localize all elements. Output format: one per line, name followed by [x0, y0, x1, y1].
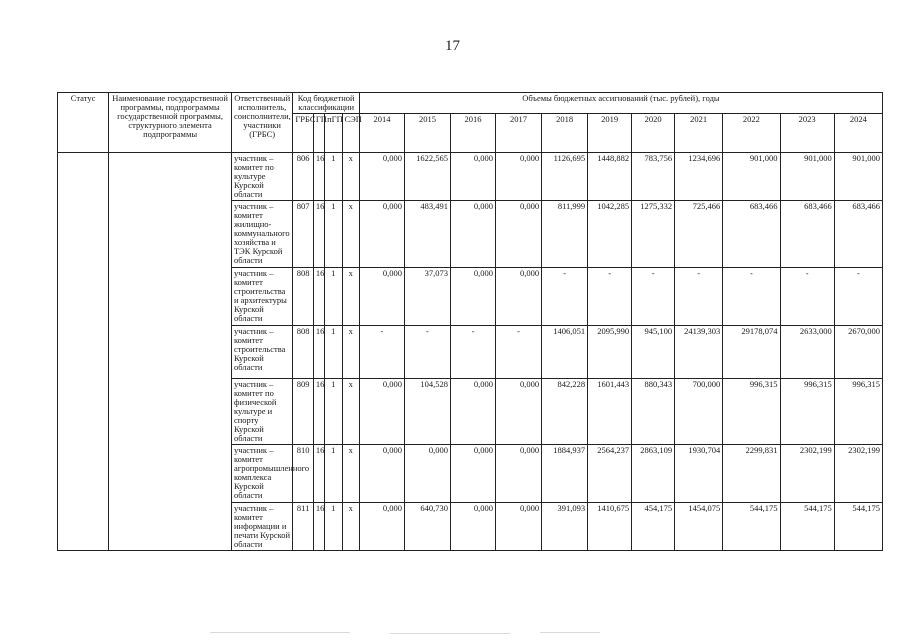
code-cell: 1	[325, 503, 342, 551]
code-cell: 16	[313, 445, 324, 503]
amount-cell: 0,000	[496, 201, 542, 268]
amount-cell: 2670,000	[834, 326, 882, 379]
amount-cell: 1406,051	[542, 326, 588, 379]
header-year: 2017	[496, 114, 542, 153]
amount-cell: -	[451, 326, 496, 379]
amount-cell: 996,315	[780, 379, 834, 445]
scan-mark	[390, 633, 510, 634]
code-cell: х	[342, 503, 359, 551]
executor-cell: участник – комитет по культуре Курской области	[231, 153, 292, 201]
amount-cell: 0,000	[359, 503, 404, 551]
code-cell: 806	[293, 153, 313, 201]
amount-cell: 0,000	[359, 153, 404, 201]
amount-cell: 0,000	[496, 445, 542, 503]
header-year: 2019	[588, 114, 632, 153]
code-cell: 1	[325, 379, 342, 445]
amount-cell: -	[675, 268, 723, 326]
executor-cell: участник – комитет информации и печати Курской области	[231, 503, 292, 551]
header-year: 2015	[404, 114, 450, 153]
amount-cell: 1275,332	[632, 201, 675, 268]
amount-cell: 1410,675	[588, 503, 632, 551]
code-cell: 1	[325, 445, 342, 503]
header-year: 2016	[451, 114, 496, 153]
code-cell: 16	[313, 326, 324, 379]
header-year: 2018	[542, 114, 588, 153]
amount-cell: -	[359, 326, 404, 379]
amount-cell: 1448,882	[588, 153, 632, 201]
header-code: ГРБС	[293, 114, 313, 153]
amount-cell: -	[723, 268, 780, 326]
header-year: 2023	[780, 114, 834, 153]
header-executor: Ответственный исполнитель, соисполнители, участники (ГРБС)	[231, 93, 292, 153]
amount-cell: 24139,303	[675, 326, 723, 379]
amount-cell: 2302,199	[780, 445, 834, 503]
executor-cell: участник – комитет жилищно-коммунального хозяйства и ТЭК Курской области	[231, 201, 292, 268]
budget-table	[57, 92, 883, 551]
code-cell: 808	[293, 268, 313, 326]
amount-cell: 901,000	[723, 153, 780, 201]
code-cell: 1	[325, 201, 342, 268]
code-cell: 808	[293, 326, 313, 379]
header-code: ГП	[313, 114, 324, 153]
amount-cell: 1042,285	[588, 201, 632, 268]
amount-cell: 880,343	[632, 379, 675, 445]
program-name-cell	[109, 153, 232, 551]
header-code-group: Код бюджетной классификации	[293, 93, 360, 114]
code-cell: 807	[293, 201, 313, 268]
amount-cell: 901,000	[780, 153, 834, 201]
amount-cell: 544,175	[780, 503, 834, 551]
amount-cell: 1454,075	[675, 503, 723, 551]
amount-cell: 683,466	[780, 201, 834, 268]
amount-cell: -	[780, 268, 834, 326]
executor-cell: участник – комитет строительства Курской области	[231, 326, 292, 379]
amount-cell: 29178,074	[723, 326, 780, 379]
amount-cell: 104,528	[404, 379, 450, 445]
amount-cell: 783,756	[632, 153, 675, 201]
amount-cell: 0,000	[359, 268, 404, 326]
code-cell: х	[342, 445, 359, 503]
amount-cell: 0,000	[496, 268, 542, 326]
amount-cell: 725,466	[675, 201, 723, 268]
amount-cell: 0,000	[496, 503, 542, 551]
amount-cell: 0,000	[359, 201, 404, 268]
header-amounts-group: Объемы бюджетных ассигнований (тыс. рублей), годы	[359, 93, 882, 114]
amount-cell: 1930,704	[675, 445, 723, 503]
code-cell: х	[342, 268, 359, 326]
code-cell: х	[342, 326, 359, 379]
amount-cell: 1884,937	[542, 445, 588, 503]
header-code: пГП	[325, 114, 342, 153]
amount-cell: 0,000	[496, 379, 542, 445]
code-cell: 16	[313, 379, 324, 445]
amount-cell: 0,000	[496, 153, 542, 201]
status-cell	[58, 153, 109, 551]
amount-cell: 544,175	[834, 503, 882, 551]
scan-mark	[210, 632, 350, 633]
amount-cell: 0,000	[359, 445, 404, 503]
code-cell: 16	[313, 503, 324, 551]
header-name: Наименование государственной программы, подпрограммы государственной программы, структурного элемента подпрограммы	[109, 93, 232, 153]
header-year: 2020	[632, 114, 675, 153]
code-cell: х	[342, 201, 359, 268]
code-cell: 809	[293, 379, 313, 445]
amount-cell: 901,000	[834, 153, 882, 201]
code-cell: 16	[313, 201, 324, 268]
amount-cell: -	[542, 268, 588, 326]
code-cell: 1	[325, 326, 342, 379]
amount-cell: 1126,695	[542, 153, 588, 201]
code-cell: 16	[313, 268, 324, 326]
amount-cell: 2633,000	[780, 326, 834, 379]
header-year: 2014	[359, 114, 404, 153]
page-number: 17	[445, 38, 460, 54]
amount-cell: 640,730	[404, 503, 450, 551]
amount-cell: 2299,831	[723, 445, 780, 503]
amount-cell: 2863,109	[632, 445, 675, 503]
amount-cell: 0,000	[451, 153, 496, 201]
amount-cell: 700,000	[675, 379, 723, 445]
scan-mark	[540, 632, 600, 633]
amount-cell: 945,100	[632, 326, 675, 379]
amount-cell: 842,228	[542, 379, 588, 445]
amount-cell: 683,466	[723, 201, 780, 268]
amount-cell: 1234,696	[675, 153, 723, 201]
amount-cell: 2302,199	[834, 445, 882, 503]
amount-cell: 0,000	[404, 445, 450, 503]
amount-cell: 0,000	[451, 201, 496, 268]
amount-cell: 1622,565	[404, 153, 450, 201]
amount-cell: 0,000	[451, 503, 496, 551]
amount-cell: 811,999	[542, 201, 588, 268]
amount-cell: 0,000	[359, 379, 404, 445]
amount-cell: -	[632, 268, 675, 326]
amount-cell: -	[496, 326, 542, 379]
amount-cell: 2564,237	[588, 445, 632, 503]
table-row	[58, 153, 883, 201]
header-year: 2024	[834, 114, 882, 153]
amount-cell: 996,315	[723, 379, 780, 445]
executor-cell: участник – комитет строительства и архитектуры Курской области	[231, 268, 292, 326]
amount-cell: 1601,443	[588, 379, 632, 445]
code-cell: х	[342, 153, 359, 201]
amount-cell: 0,000	[451, 445, 496, 503]
header-year: 2021	[675, 114, 723, 153]
amount-cell: -	[404, 326, 450, 379]
code-cell: 811	[293, 503, 313, 551]
header-year: 2022	[723, 114, 780, 153]
code-cell: 810	[293, 445, 313, 503]
code-cell: х	[342, 379, 359, 445]
amount-cell: -	[588, 268, 632, 326]
amount-cell: 0,000	[451, 268, 496, 326]
amount-cell: 683,466	[834, 201, 882, 268]
amount-cell: 996,315	[834, 379, 882, 445]
amount-cell: 454,175	[632, 503, 675, 551]
amount-cell: 37,073	[404, 268, 450, 326]
code-cell: 1	[325, 268, 342, 326]
amount-cell: 483,491	[404, 201, 450, 268]
header-code: СЭП	[342, 114, 359, 153]
amount-cell: 391,093	[542, 503, 588, 551]
amount-cell: -	[834, 268, 882, 326]
amount-cell: 2095,990	[588, 326, 632, 379]
amount-cell: 544,175	[723, 503, 780, 551]
executor-cell: участник – комитет агропромышленного комплекса Курской области	[231, 445, 292, 503]
code-cell: 16	[313, 153, 324, 201]
executor-cell: участник – комитет по физической культуре и спорту Курской области	[231, 379, 292, 445]
code-cell: 1	[325, 153, 342, 201]
header-status: Статус	[58, 93, 109, 153]
amount-cell: 0,000	[451, 379, 496, 445]
